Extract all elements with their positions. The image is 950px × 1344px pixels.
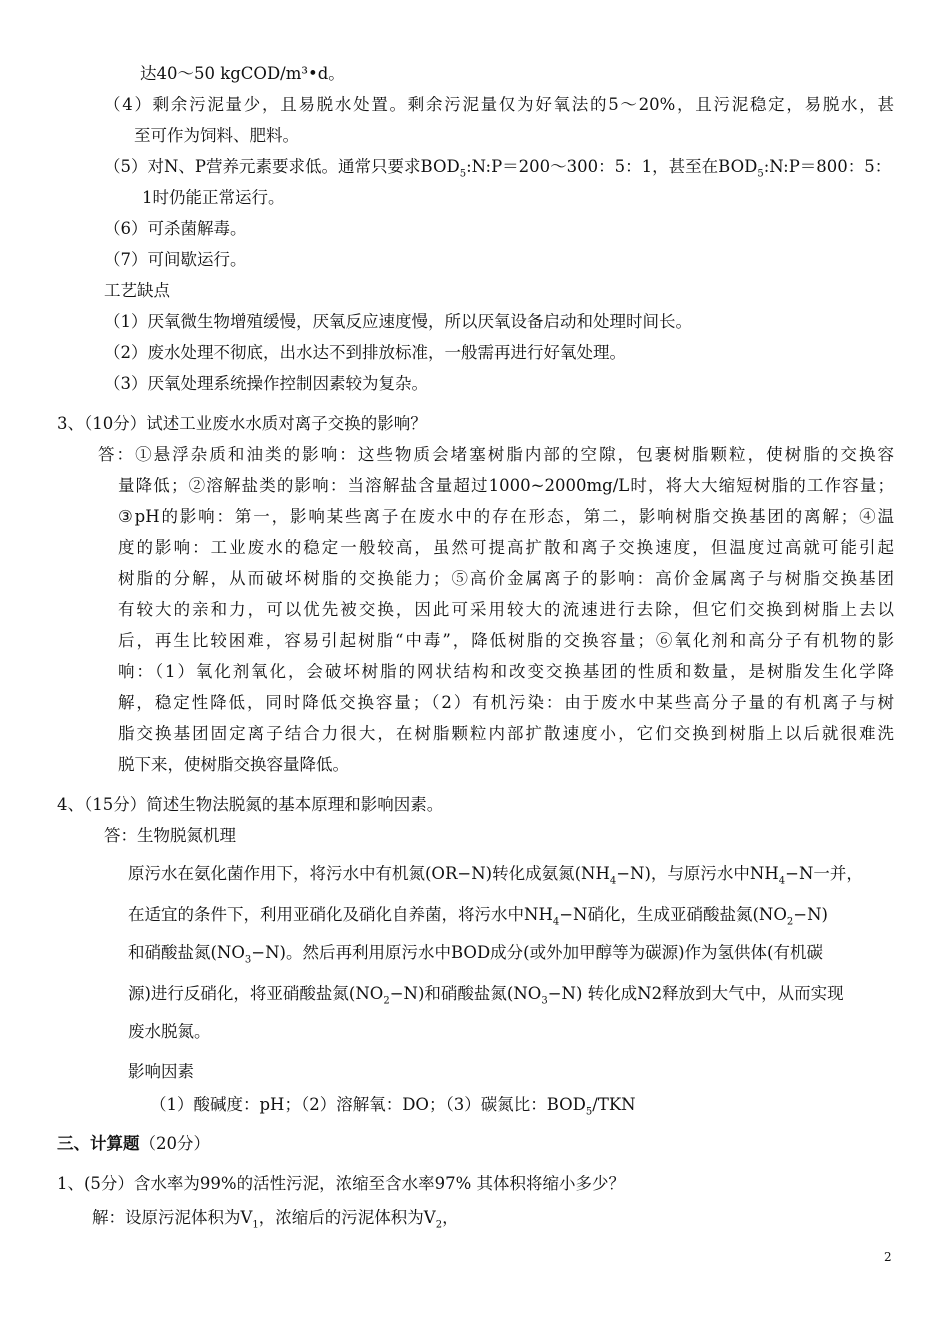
subscript: 5 xyxy=(459,168,467,180)
subscript: 5 xyxy=(585,1106,593,1118)
calc-question-1: 1、(5分）含水率为99%的活性污泥，浓缩至含水率97% 其体积将缩小多少？ xyxy=(57,1174,626,1193)
answer-4-line xyxy=(128,904,828,926)
answer-3-line: ③pH的影响：第一，影响某些离子在废水中的存在形态，第二，影响树脂交换基团的离解；④温 xyxy=(118,507,894,526)
advantage-item-4-cont: 至可作为饲料、肥料。 xyxy=(134,126,299,145)
subscript: 2 xyxy=(383,995,390,1007)
answer-3-line: 脂交换基团固定离子结合力很大，在树脂颗粒内部扩散速度小，它们交换到树脂上以后就很难洗 xyxy=(118,724,894,743)
text-run: 解：设原污泥体积为V xyxy=(92,1208,253,1227)
text-run: −N)。然后再利用原污水中BOD成分(或外加甲醇等为碳源)作为氢供体(有机碳 xyxy=(251,943,823,962)
answer-3-line: 解，稳定性降低，同时降低交换容量；（2）有机污染：由于废水中某些高分子量的有机离子与树 xyxy=(118,693,894,712)
answer-3-line: 有较大的亲和力，可以优先被交换，因此可采用较大的流速进行去除，但它们交换到树脂上去以 xyxy=(118,600,894,619)
subscript: 2 xyxy=(786,916,794,928)
advantage-item-5 xyxy=(104,156,891,178)
text-run: （5）对N、P营养元素要求低。通常只要求BOD xyxy=(104,157,460,176)
factors-title: 影响因素 xyxy=(128,1062,194,1081)
text-run: −N) xyxy=(793,905,828,924)
advantage-item-7: （7）可间歇运行。 xyxy=(104,250,247,269)
text-run: −N)和硝酸盐氮(NO xyxy=(389,984,542,1003)
disadvantages-title: 工艺缺点 xyxy=(104,281,170,300)
text-run: 在适宜的条件下，利用亚硝化及硝化自养菌，将污水中NH xyxy=(128,905,553,924)
text-run: 原污水在氨化菌作用下，将污水中有机氮(OR−N)转化成氨氮(NH xyxy=(128,864,610,883)
text-run: ， xyxy=(442,1208,459,1227)
page-number: 2 xyxy=(884,1250,892,1264)
answer-4-line xyxy=(128,983,844,1005)
disadvantage-item-2: （2）废水处理不彻底，出水达不到排放标准，一般需再进行好氧处理。 xyxy=(104,343,626,362)
disadvantage-item-3: （3）厌氧处理系统操作控制因素较为复杂。 xyxy=(104,374,428,393)
text-run: （1）酸碱度：pH；（2）溶解氧：DO；（3）碳氮比：BOD xyxy=(150,1095,586,1114)
answer-3-line: 答：①悬浮杂质和油类的影响：这些物质会堵塞树脂内部的空隙，包裹树脂颗粒，使树脂的交换容 xyxy=(98,445,894,464)
factors-list xyxy=(150,1094,636,1116)
text-run: /TKN xyxy=(592,1095,636,1114)
calc-answer-1 xyxy=(92,1207,459,1229)
answer-4-line xyxy=(128,863,863,885)
answer-3-line: 树脂的分解，从而破坏树脂的交换能力；⑤高价金属离子的影响：高价金属离子与树脂交换基团 xyxy=(118,569,894,588)
answer-4-heading: 答：生物脱氮机理 xyxy=(104,826,236,845)
subscript: 2 xyxy=(435,1219,443,1231)
answer-3-line: 响：（1）氧化剂氧化，会破坏树脂的网状结构和改变交换基团的性质和数量，是树脂发生化学降 xyxy=(118,662,894,681)
text-run: −N) 转化成N2释放到大气中，从而实现 xyxy=(547,984,844,1003)
subscript: 3 xyxy=(541,995,548,1007)
text-run: −N)，与原污水中NH xyxy=(616,864,779,883)
subscript: 4 xyxy=(778,875,786,887)
answer-3-line: 后，再生比较困难，容易引起树脂“中毒”，降低树脂的交换容量；⑥氧化剂和高分子有机物的影 xyxy=(118,631,894,650)
text-line: 达40～50 kgCOD/m³•d。 xyxy=(140,64,345,83)
question-4: 4、（15分）简述生物法脱氮的基本原理和影响因素。 xyxy=(57,795,444,814)
advantage-item-5-cont: 1时仍能正常运行。 xyxy=(142,188,285,207)
answer-3-line: 度的影响：工业废水的稳定一般较高，虽然可提高扩散和离子交换速度，但温度过高就可能引起 xyxy=(118,538,894,557)
text-run: −N一并， xyxy=(785,864,863,883)
subscript: 4 xyxy=(609,875,617,887)
answer-3-line: 脱下来，使树脂交换容量降低。 xyxy=(118,755,349,774)
text-run: :N:P＝800：5： xyxy=(763,157,892,176)
answer-4-line: 废水脱氮。 xyxy=(128,1022,211,1041)
text-run: −N硝化，生成亚硝酸盐氮(NO xyxy=(559,905,787,924)
subscript: 5 xyxy=(757,168,764,180)
question-3: 3、（10分）试述工业废水水质对离子交换的影响？ xyxy=(57,414,427,433)
section-3-score: （20分） xyxy=(139,1134,210,1153)
text-run: ，浓缩后的污泥体积为V xyxy=(258,1208,436,1227)
subscript: 3 xyxy=(244,954,252,966)
section-3-label: 三、计算题 xyxy=(57,1134,140,1153)
advantage-item-6: （6）可杀菌解毒。 xyxy=(104,219,247,238)
disadvantage-item-1: （1）厌氧微生物增殖缓慢，厌氧反应速度慢，所以厌氧设备启动和处理时间长。 xyxy=(104,312,692,331)
answer-4-line xyxy=(128,942,823,964)
subscript: 4 xyxy=(552,916,560,928)
advantage-item-4: （4）剩余污泥量少，且易脱水处置。剩余污泥量仅为好氧法的5～20%，且污泥稳定，易脱水，甚 xyxy=(104,95,894,114)
section-3-title xyxy=(57,1133,210,1155)
text-run: :N:P＝200～300：5：1，甚至在BOD xyxy=(466,157,758,176)
text-run: 和硝酸盐氮(NO xyxy=(128,943,245,962)
subscript: 1 xyxy=(252,1219,259,1231)
text-run: 源)进行反硝化，将亚硝酸盐氮(NO xyxy=(128,984,384,1003)
answer-3-line: 量降低；②溶解盐类的影响：当溶解盐含量超过1000~2000mg/L时，将大大缩短树脂的工作容量； xyxy=(118,476,894,495)
